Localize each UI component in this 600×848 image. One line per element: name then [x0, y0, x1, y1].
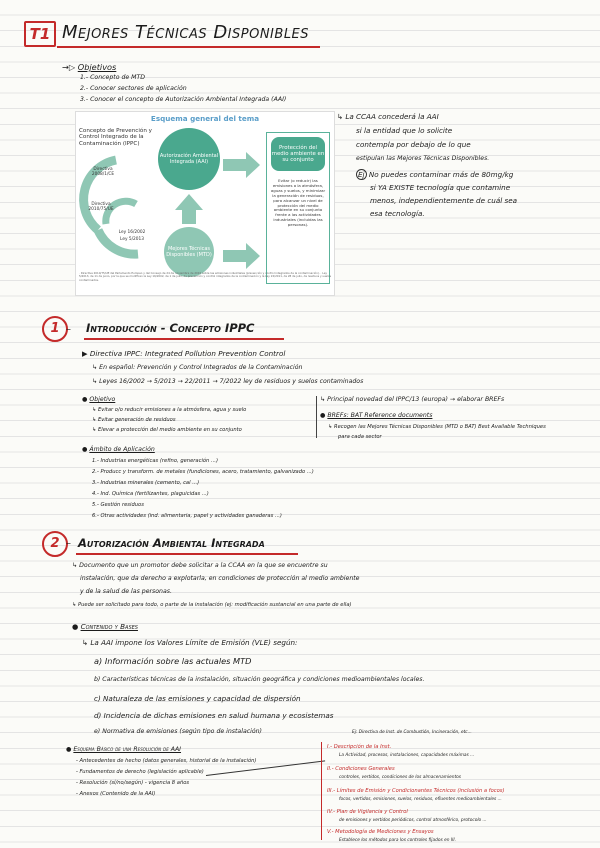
- doc-line-1: [72, 562, 328, 569]
- objetivo-item-3: 3.- Conocer el concepto de Autorización Ambiental Integrada (AAI): [80, 96, 287, 103]
- criterion-c: c) Naturaleza de las emisiones y capacidad de dispersión: [94, 694, 301, 703]
- right-note-text-1: La CCAA concederá la AAI: [345, 112, 439, 121]
- section-1-dash: –: [66, 324, 71, 335]
- aai-impone-line: [82, 638, 297, 647]
- contenido-title: Contenido y Bases: [80, 622, 138, 631]
- figure-title: Esquema general del tema: [150, 114, 260, 123]
- right-note-line-2: si la entidad que lo solicite: [356, 126, 453, 135]
- bullet-icon: ●: [72, 622, 81, 631]
- objetivo-line-1-text: Evitar o/o reducir emisiones a la atmósfera, agua y suelo: [98, 407, 247, 413]
- page-title: Mejores Técnicas Disponibles: [62, 22, 310, 43]
- arrow-icon: ↳: [92, 417, 98, 423]
- arrow-icon: ↳: [82, 638, 91, 647]
- arrow-icon: ↳: [92, 364, 100, 371]
- circled-marker-icon: Ej: [358, 170, 365, 179]
- arrow-icon: ↳: [72, 602, 78, 608]
- esquema-item-2: - Fundamentos de derecho (legislación aplicable): [76, 769, 204, 775]
- objetivo-line-3: [92, 427, 242, 433]
- objetivo-item-2: 2.- Conocer sectores de aplicación: [80, 85, 187, 92]
- scheme-figure: [75, 111, 335, 296]
- brefs-text-2: para cada sector: [338, 434, 382, 440]
- column-divider: [316, 396, 317, 438]
- contenido-heading: [72, 622, 138, 631]
- arrow-icon: ↳: [72, 562, 80, 569]
- protection-text: Evitar (o reducir) las emisiones a la atmósfera, aguas y suelos, y minimizar la generación de residuos, para alcanzar un nivel de protección del medio ambiente en su conjunto frente a las actividades industriales (incluidas las personas).: [270, 178, 326, 228]
- section-1-title: Introducción - Concepto IPPC: [86, 321, 255, 335]
- anexo-5-title: V.- Metodología de Mediciones y Ensayos: [327, 829, 434, 835]
- normativa-example: Ej: Directiva de Inst. de Combustión, Incineración, etc...: [352, 730, 472, 735]
- mtd-circle: [164, 227, 214, 277]
- right-note-line-4: estipulan las Mejores Técnicas Disponibles.: [356, 155, 490, 162]
- figure-footnote: · Directiva 2010/75/UE del Parlamento Europeo y del Consejo de 24 de noviembre de 2010 sobre las emisiones industriales (prevención y control integrados de la contaminación). · Ley 5/2013, de 11 de junio, por la que se modifican la Ley 16/2002, de 1 de julio, de prevención y control integrados de la contaminación y la Ley 22/2011, de 28 de julio, de residuos y suelos contaminados.: [79, 271, 331, 282]
- puede-line: [72, 602, 352, 608]
- brefs-title: BREFs: BAT Reference documents: [327, 412, 433, 419]
- anexo-1-sub: La Actividad, procesos, instalaciones, capacidades máximas ...: [339, 753, 475, 758]
- ambito-heading: [82, 446, 155, 453]
- brefs-heading: [320, 412, 432, 419]
- section-1-number: 1: [42, 316, 68, 342]
- leyes-line: [92, 378, 363, 385]
- principal-novedad: [320, 396, 504, 403]
- arrow-icon: ↳: [92, 378, 100, 385]
- brefs-text-1: [328, 424, 546, 430]
- arrow-icon: ↳: [92, 427, 98, 433]
- arrow-icon: ↳: [320, 396, 328, 403]
- objetivos-heading: [62, 62, 116, 72]
- anexo-3-title: III.- Límites de Emisión y Condicionantes Técnicos (inclusión a focos): [327, 788, 505, 794]
- bullet-icon: ●: [82, 396, 90, 403]
- section-2-title: Autorización Ambiental Integrada: [78, 536, 265, 550]
- doc-line-3: y de la salud de las personas.: [80, 588, 172, 595]
- ambito-item-4: 4.- Ind. Química (fertilizantes, plaguicidas ...): [92, 491, 209, 497]
- right-note-sub-2: si YA EXISTE tecnología que contamine: [370, 183, 511, 192]
- directiva-text: Directiva IPPC: Integrated Pollution Prevention Control: [89, 349, 286, 358]
- arrow-icon: ↳: [328, 424, 334, 430]
- objetivo-item-1: 1.- Concepto de MTD: [80, 74, 146, 81]
- topic-number-box: T1: [24, 21, 56, 47]
- right-note-sub-1: [356, 170, 513, 179]
- esquema-item-3: - Resolución (sí/no/según) - vigencia 8 años: [76, 780, 190, 786]
- ambito-title: Ámbito de Aplicación: [89, 446, 155, 453]
- mtd-circle-label: Mejores Técnicas Disponibles (MTD): [166, 246, 212, 258]
- esquema-heading: [66, 746, 181, 753]
- anexos-bracket: [321, 742, 322, 840]
- anexo-2-title: II.- Condiciones Generales: [327, 766, 395, 772]
- right-note-line-1: [337, 112, 439, 121]
- objetivo-line-3-text: Elevar a protección del medio ambiente en su conjunto: [98, 427, 242, 433]
- directiva-line: [82, 349, 285, 358]
- ambito-item-2: 2.- Producc y transform. de metales (fundiciones, acero, tratamiento, galvanizado ...): [92, 469, 314, 475]
- doc-line-1-text: Documento que un promotor debe solicitar a la CCAA en la que se encuentre su: [79, 562, 328, 569]
- aai-impone-text: La AAI impone los Valores Límite de Emisión (VLE) según:: [90, 638, 298, 647]
- arrow-icon: ↳: [337, 112, 346, 121]
- bullet-icon: ●: [320, 412, 328, 419]
- protection-box: [266, 132, 330, 284]
- doc-line-2: instalación, que da derecho a explotarla, en condiciones de protección al medio ambiente: [80, 575, 360, 582]
- directiva-2008-label: Directiva 2008/1/CE: [91, 167, 115, 177]
- arrow-icon: →▷: [62, 62, 78, 72]
- anexo-1-title: I.- Descripción de la Inst.: [327, 744, 392, 750]
- aai-circle-label: Autorización Ambiental Integrada (AAI): [159, 153, 219, 165]
- anexo-3-sub: focos, vertidos, emisiones, suelos, residuos, efluentes medioambientales ...: [339, 797, 502, 802]
- anexo-4-title: IV.- Plan de Vigilancia y Control: [327, 809, 408, 815]
- ley-5-2013-label: Ley 5/2013: [120, 237, 144, 242]
- objetivo-line-2-text: Evitar generación de residuos: [98, 417, 176, 423]
- aai-circle: [158, 128, 220, 190]
- esquema-title: Esquema Básico de una Resolución de AAI: [73, 746, 182, 753]
- anexo-2-sub: controles, vertidos, condiciones de los almacenamientos: [339, 775, 462, 780]
- ley-16-2002-label: Ley 16/2002: [118, 230, 146, 235]
- right-note-sub-4: esa tecnología.: [370, 209, 425, 218]
- section-2-underline: [76, 553, 298, 555]
- arrow-icon: ▶: [82, 349, 90, 358]
- criterion-e: e) Normativa de emisiones (según tipo de instalación): [94, 728, 262, 735]
- section-2-dash: –: [66, 538, 71, 549]
- anexo-4-sub: de emisiones y vertidos periódicos, control atmosférico, protocolo ...: [339, 818, 487, 823]
- section-1-underline: [84, 338, 284, 340]
- section-2-number: 2: [42, 531, 68, 557]
- right-note-line-3: contempla por debajo de lo que: [356, 140, 471, 149]
- objetivo-heading: [82, 396, 115, 403]
- puede-text: Puede ser solicitado para todo, o parte de la instalación (ej: modificación sustancial en una parte de ella): [78, 602, 352, 608]
- brefs-text-1-value: Recogen las Mejores Técnicas Disponibles (MTD o BAT) Best Available Techniques: [334, 424, 546, 430]
- title-underline: [57, 46, 320, 48]
- ambito-item-1: 1.- Industrias energéticas (refino, generación ...): [92, 458, 218, 464]
- objetivo-line-1: [92, 407, 246, 413]
- bullet-icon: ●: [66, 746, 74, 753]
- criterion-d: d) Incidencia de dichas emisiones en salud humana y ecosistemas: [94, 711, 334, 720]
- ambito-item-6: 6.- Otras actividades (ind. alimentaria, papel y actividades ganaderas ...): [92, 513, 282, 519]
- espanol-line: [92, 364, 302, 371]
- principal-novedad-text: Principal novedad del IPPC/13 (europa) → elaborar BREFs: [327, 396, 505, 403]
- criterion-a: a) Información sobre las actuales MTD: [94, 656, 252, 666]
- directiva-2010-label: Directiva 2010/75/UE: [88, 202, 114, 212]
- bullet-icon: ●: [82, 446, 90, 453]
- esquema-item-1: - Antecedentes de hecho (datos generales, historial de la instalación): [76, 758, 257, 764]
- right-note-sub-text-1: No puedes contaminar más de 80mg/kg: [368, 170, 514, 179]
- espanol-text: En español: Prevención y Control Integrados de la Contaminación: [99, 364, 303, 371]
- objetivos-label: Objetivos: [77, 62, 117, 72]
- anexo-5-sub: Establece los métodos para los controles fijados en III.: [339, 838, 456, 843]
- leyes-text: Leyes 16/2002 → 5/2013 → 22/2011 → 7/2022 ley de residuos y suelos contaminados: [99, 378, 364, 385]
- ambito-item-3: 3.- Industrias minerales (cemento, cal ...): [92, 480, 200, 486]
- arrow-icon: ↳: [92, 407, 98, 413]
- criterion-b: b) Características técnicas de la instalación, situación geográfica y condiciones medioambientales locales.: [94, 676, 425, 683]
- protection-heading: Protección del medio ambiente en su conjunto: [271, 137, 325, 171]
- objetivo-line-2: [92, 417, 176, 423]
- ippc-concept-label: Concepto de Prevención y Control Integrado de la Contaminación (IPPC): [79, 128, 152, 147]
- ambito-item-5: 5.- Gestión residuos: [92, 502, 144, 508]
- right-note-sub-3: menos, independientemente de cuál sea: [370, 196, 518, 205]
- objetivo-title: Objetivo: [89, 396, 116, 403]
- esquema-item-4: - Anexos (Contenido de la AAI): [76, 791, 156, 797]
